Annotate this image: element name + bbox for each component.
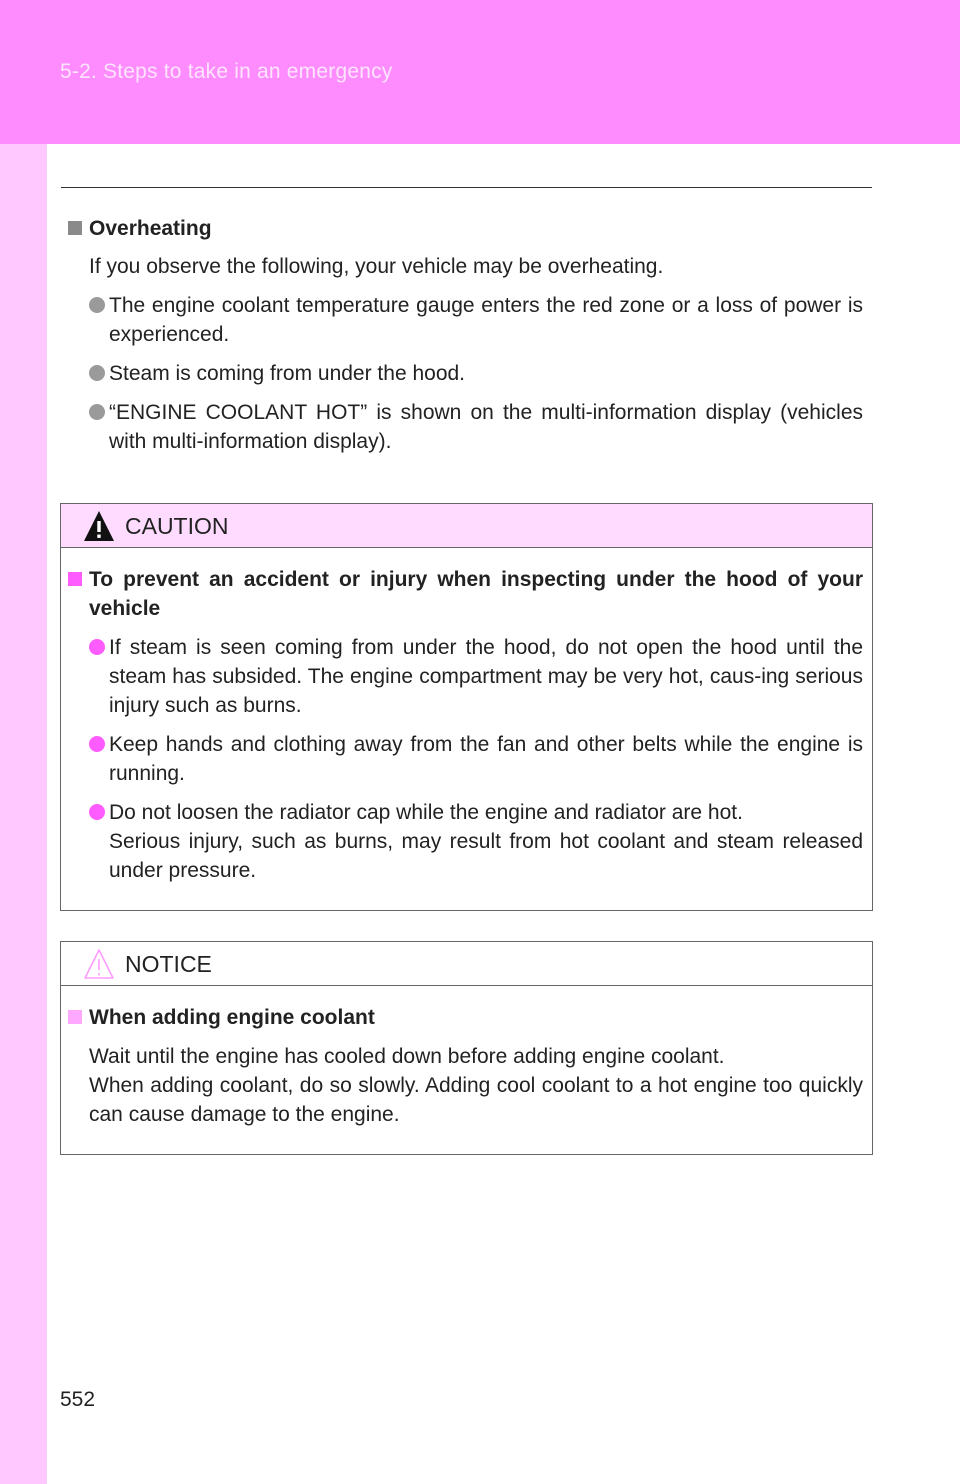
list-item [89, 798, 863, 827]
overheating-section [68, 214, 863, 456]
list-item-text: Do not loosen the radiator cap while the engine and radiator are hot. [109, 801, 743, 824]
notice-label: NOTICE [125, 951, 212, 977]
overheating-intro: If you observe the following, your vehicle may be overheating. [89, 255, 664, 278]
list-item [89, 398, 863, 456]
list-item-text: The engine coolant temperature gauge enters the red zone or a loss of power is experienced. [109, 294, 863, 346]
caution-label: CAUTION [125, 513, 229, 539]
notice-body [61, 986, 872, 1129]
circle-bullet-icon [89, 297, 105, 313]
divider [61, 187, 872, 188]
overheating-title: Overheating [89, 217, 212, 240]
caution-title-row [68, 565, 863, 623]
notice-title-row [68, 1003, 863, 1032]
list-item-text: If steam is seen coming from under the hood, do not open the hood until the steam has subsided. The engine compartment may be very hot, caus-ing serious injury such as burns. [109, 636, 863, 717]
square-bullet-icon [68, 572, 82, 586]
circle-bullet-icon [89, 639, 105, 655]
notice-paragraph: Wait until the engine has cooled down before adding engine coolant. [89, 1045, 725, 1068]
list-item-text: Steam is coming from under the hood. [109, 362, 466, 385]
notice-triangle-icon [82, 946, 116, 982]
circle-bullet-icon [89, 404, 105, 420]
square-bullet-icon [68, 221, 82, 235]
side-strip [0, 144, 47, 1484]
list-item [89, 633, 863, 720]
caution-box [60, 503, 873, 911]
square-bullet-icon [68, 1010, 82, 1024]
circle-bullet-icon [89, 365, 105, 381]
notice-paragraph: When adding coolant, do so slowly. Adding cool coolant to a hot engine too quickly can cause damage to the engine. [89, 1074, 863, 1126]
circle-bullet-icon [89, 804, 105, 820]
notice-header [61, 942, 872, 986]
circle-bullet-icon [89, 736, 105, 752]
warning-triangle-icon [82, 508, 116, 544]
notice-title: When adding engine coolant [89, 1006, 375, 1029]
caution-title: To prevent an accident or injury when inspecting under the hood of your vehicle [89, 568, 863, 620]
overheating-title-row [68, 214, 863, 243]
caution-extra: Serious injury, such as burns, may result from hot coolant and steam released under pressure. [109, 830, 863, 882]
caution-body [61, 548, 872, 885]
breadcrumb: 5-2. Steps to take in an emergency [60, 60, 393, 83]
list-item-text: Keep hands and clothing away from the fan and other belts while the engine is running. [109, 733, 863, 785]
list-item [89, 291, 863, 349]
page-number: 552 [60, 1388, 96, 1411]
caution-header [61, 504, 872, 548]
list-item [89, 359, 863, 388]
list-item-text: “ENGINE COOLANT HOT” is shown on the multi-information display (vehicles with multi-information display). [109, 401, 863, 453]
notice-box [60, 941, 873, 1155]
list-item [89, 730, 863, 788]
